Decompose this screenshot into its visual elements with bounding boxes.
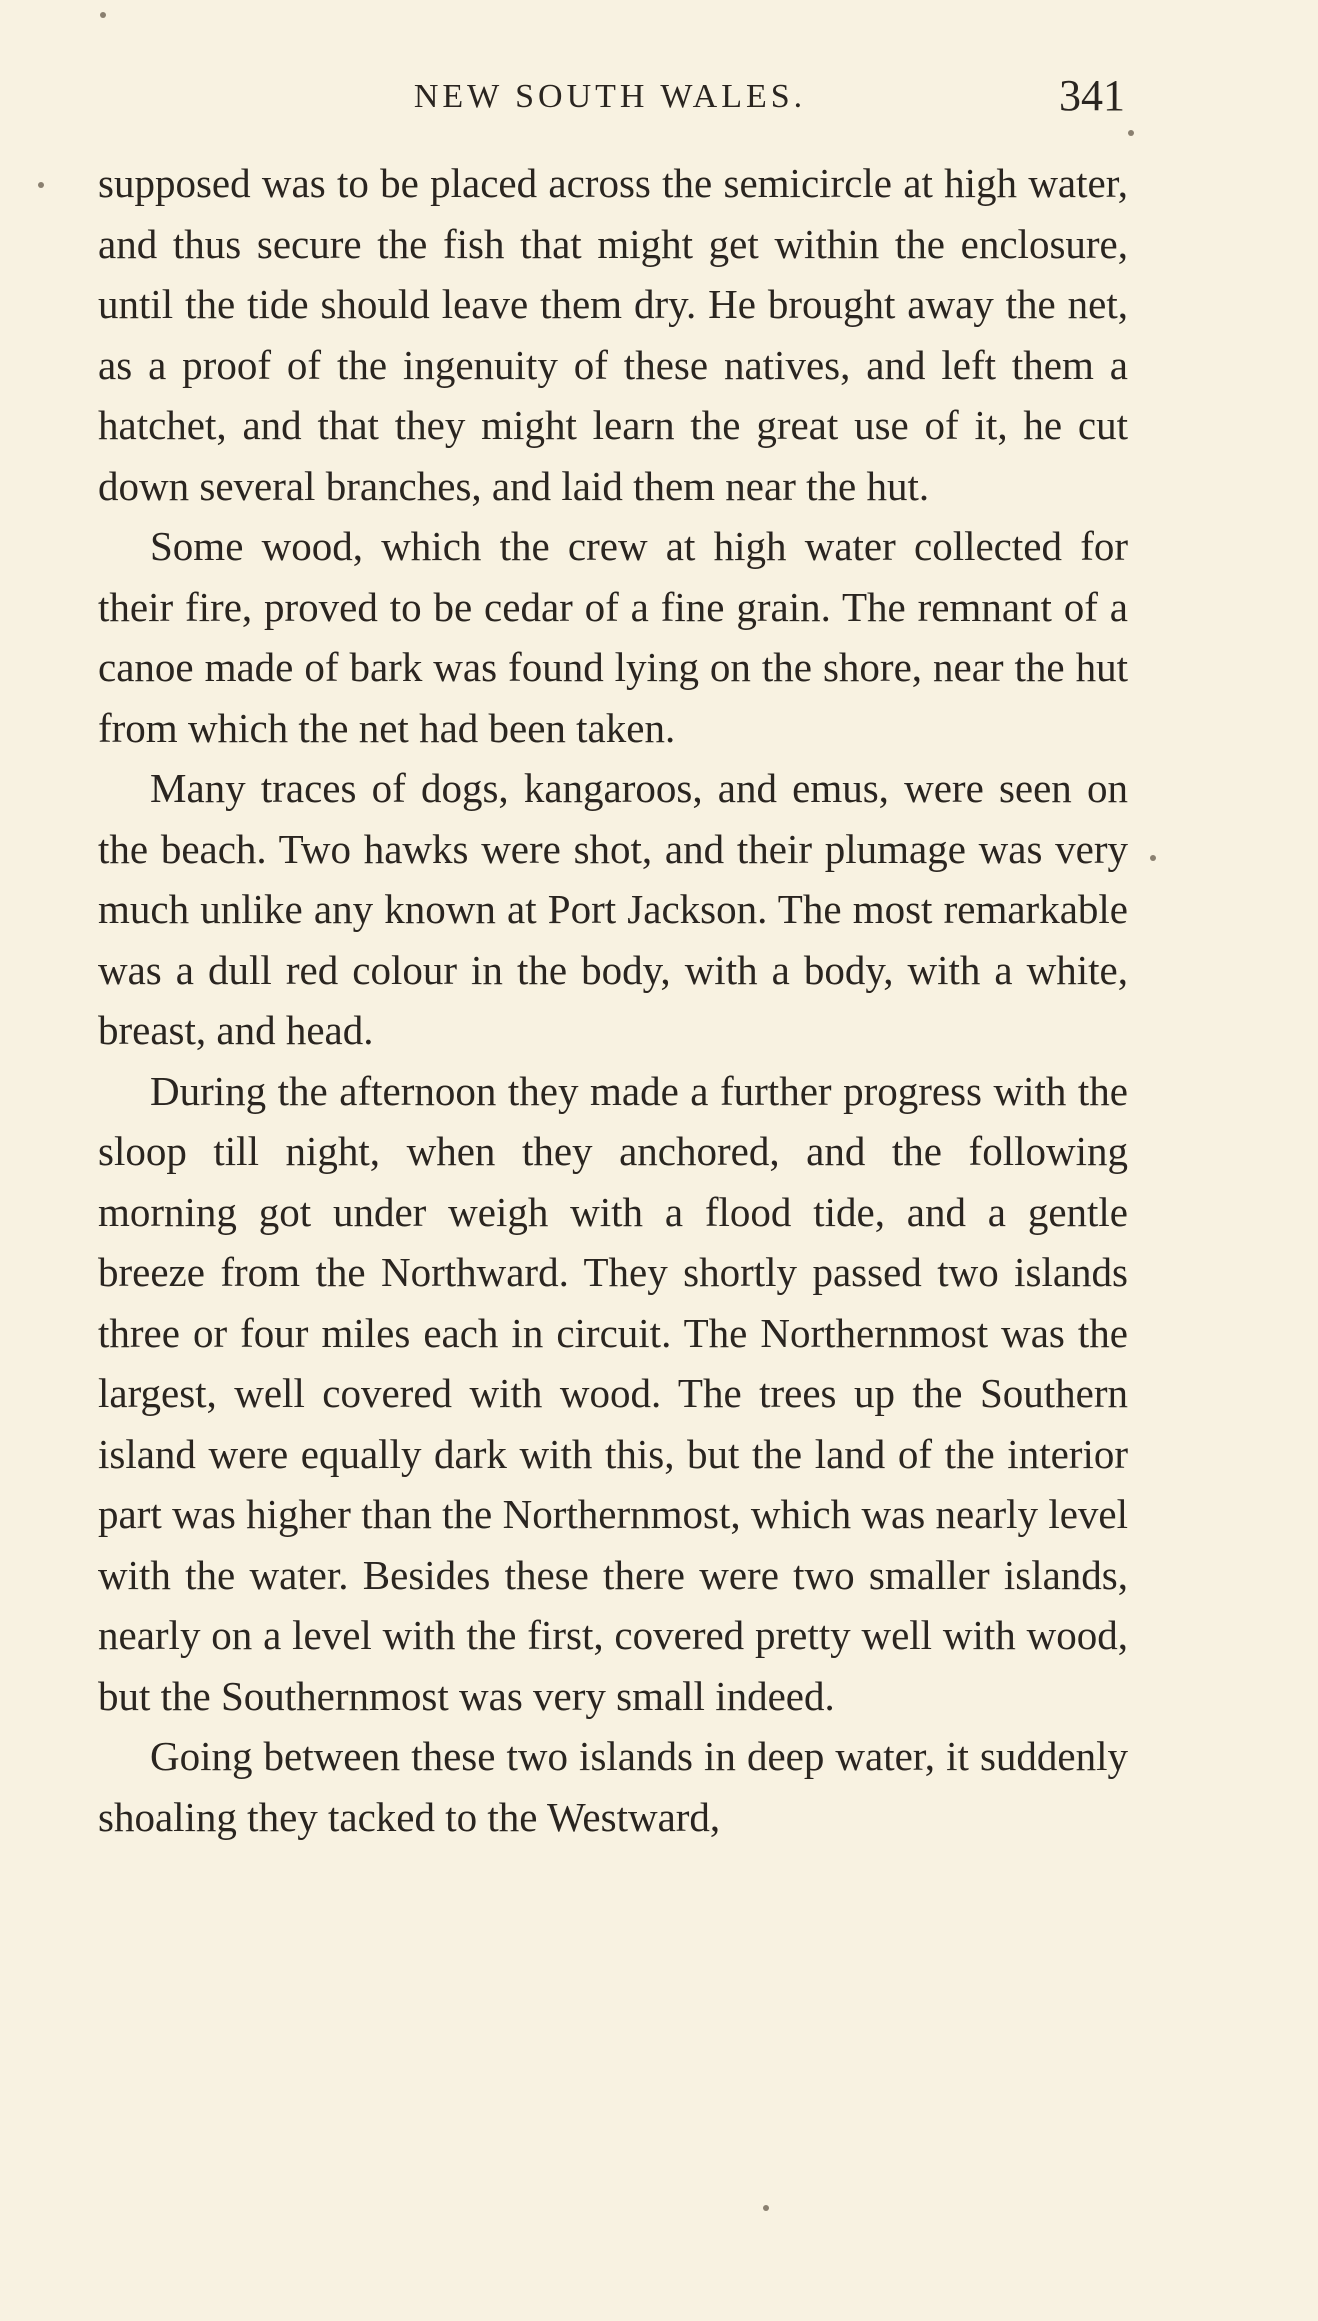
- paragraph: During the afternoon they made a further progress with the sloop till night, when they anchored, and the following morning got under weigh with a flood tide, and a gentle breeze from the Northward. They shortly passed two islands three or four miles each in circuit. The Northernmost was the largest, well covered with wood. The trees up the Southern island were equally dark with this, but the land of the interior part was higher than the Northernmost, which was nearly level with the water. Besides these there were two smaller islands, nearly on a level with the first, covered pretty well with wood, but the Southernmost was very small indeed.: [98, 1067, 1128, 1719]
- paragraph: Going between these two islands in deep water, it suddenly shoaling they tacked to the Westward,: [98, 1733, 1128, 1840]
- running-title: NEW SOUTH WALES.: [413, 78, 807, 115]
- page-header: [95, 70, 1125, 130]
- ink-speck: [100, 12, 106, 18]
- paragraph: Many traces of dogs, kangaroos, and emus, were seen on the beach. Two hawks were shot, and their plumage was very much unlike any known at Port Jackson. The most remarkable was a dull red colour in the body, with a body, with a white, breast, and head.: [98, 765, 1128, 1053]
- page-number: 341: [1059, 71, 1125, 120]
- paragraph: Some wood, which the crew at high water collected for their fire, proved to be cedar of a fine grain. The remnant of a canoe made of bark was found lying on the shore, near the hut from which the net had been taken.: [98, 523, 1128, 751]
- body-text: [98, 153, 1128, 1847]
- ink-speck: [1128, 130, 1134, 136]
- ink-speck: [38, 182, 44, 188]
- paragraph: supposed was to be placed across the semicircle at high water, and thus secure the fish that might get within the enclosure, until the tide should leave them dry. He brought away the net, as a proof of the ingenuity of these natives, and left them a hatchet, and that they might learn the great use of it, he cut down several branches, and laid them near the hut.: [98, 160, 1128, 509]
- ink-speck: [1150, 855, 1156, 861]
- ink-speck: [763, 2205, 769, 2211]
